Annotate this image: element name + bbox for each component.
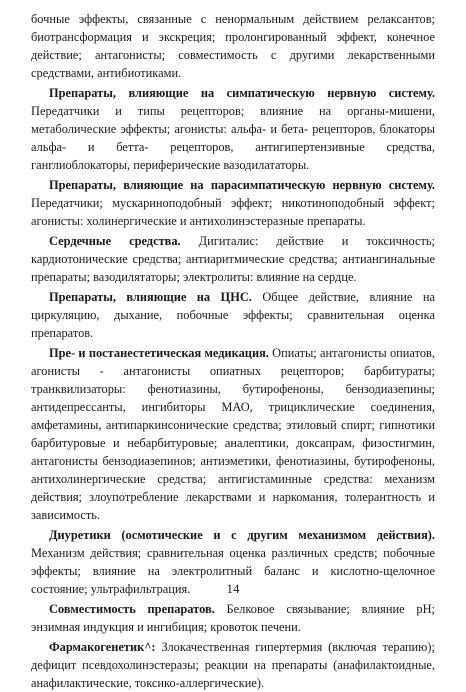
- section-heading: Пре- и постанестетическая медикация.: [49, 346, 269, 360]
- paragraph-text: Дигиталис: действие и токсичность; кардиотонические средства; антиаритмические средства; антиангинальные препараты; вазодилятаторы; электролиты: влияние на сердце.: [31, 234, 435, 284]
- section-heading: Препараты, влияющие на ЦНС.: [49, 290, 252, 304]
- paragraph-continuation: [31, 10, 435, 82]
- section-heading: Сердечные средства.: [49, 234, 181, 248]
- page-number: 14: [226, 581, 240, 596]
- paragraph-pharmacogenetics: [31, 638, 435, 692]
- section-heading: Совместимость препаратов.: [49, 602, 215, 616]
- paragraph-cardiac: [31, 232, 435, 286]
- paragraph-text: Общее действие, влияние на циркуляцию, дыхание, побочные эффекты; сравнительная оценка препаратов.: [31, 290, 436, 340]
- paragraph-parasympathetic: [31, 176, 435, 230]
- paragraph-text: Передатчики и типы рецепторов; влияние на органы-мишени, метаболические эффекты; агонисты: альфа- и бета- рецепторов, блокаторы альфа- и бетта- рецепторов, антигипертензивные средства, ганглиоблокаторы, периферические вазодилататоры.: [31, 104, 435, 172]
- paragraph-text: Механизм действия; сравнительная оценка различных средств; побочные эффекты; влияние на электролитный баланс и кислотно-щелочное состояние; ультрафильтрация.: [31, 546, 435, 596]
- paragraph-text: Опиаты; антагонисты опиатов, агонисты - антагонисты опиатных рецепторов; барбитураты; транквилизаторы: фенотиазины, бутирофеноны, бензодиазепины; антидепрессанты, ингибиторы МАО, трициклические соединения, амфетамины, антипаркинсонические средства; этиловый спирт; гипнотики барбитуровые и небарбитуровые; аналептики, доксапрам, физостигмин, антагонисты бензодиазепинов; антиэметики, фенотиазины, бутирофеноны, антихолинергические средства; антигистаминные средства: механизм действия; злоупотребление лекарствами и наркомания, толерантность и зависимость.: [31, 346, 436, 522]
- paragraph-sympathetic: [31, 84, 435, 174]
- paragraph-cns: [31, 288, 435, 342]
- paragraph-text: Белковое связывание; влияние pH; энзимная индукция и ингибиция; кровоток печени.: [31, 602, 435, 634]
- paragraph-premedication: [31, 344, 435, 524]
- section-heading: Препараты, влияющие на симпатическую нервную систему.: [49, 86, 435, 100]
- section-heading: Препараты, влияющие на парасимпатическую нервную систему.: [49, 178, 435, 192]
- section-heading: Фармакогенетик^:: [49, 640, 156, 654]
- paragraph-text: бочные эффекты, связанные с ненормальным действием релаксантов; биотрансформация и экскреция; пролонгированный эффект, конечное действие; антагонисты; совместимость с другими лекарственными средствами, антибиотиками.: [31, 12, 435, 80]
- paragraph-text: Злокачественная гипертермия (включая терапию); дефицит псевдохолинэстеразы; реакции на препараты (анафилактоидные, анафилактические, токсико-аллергические).: [31, 640, 435, 690]
- section-heading: Диуретики (осмотические и с другим механизмом действия).: [49, 528, 435, 542]
- paragraph-compatibility: [31, 600, 435, 636]
- paragraph-text: Передатчики; мускариноподобный эффект; никотиноподобный эффект; агонисты: холинергические и антихолинэстеразные препараты.: [31, 196, 435, 228]
